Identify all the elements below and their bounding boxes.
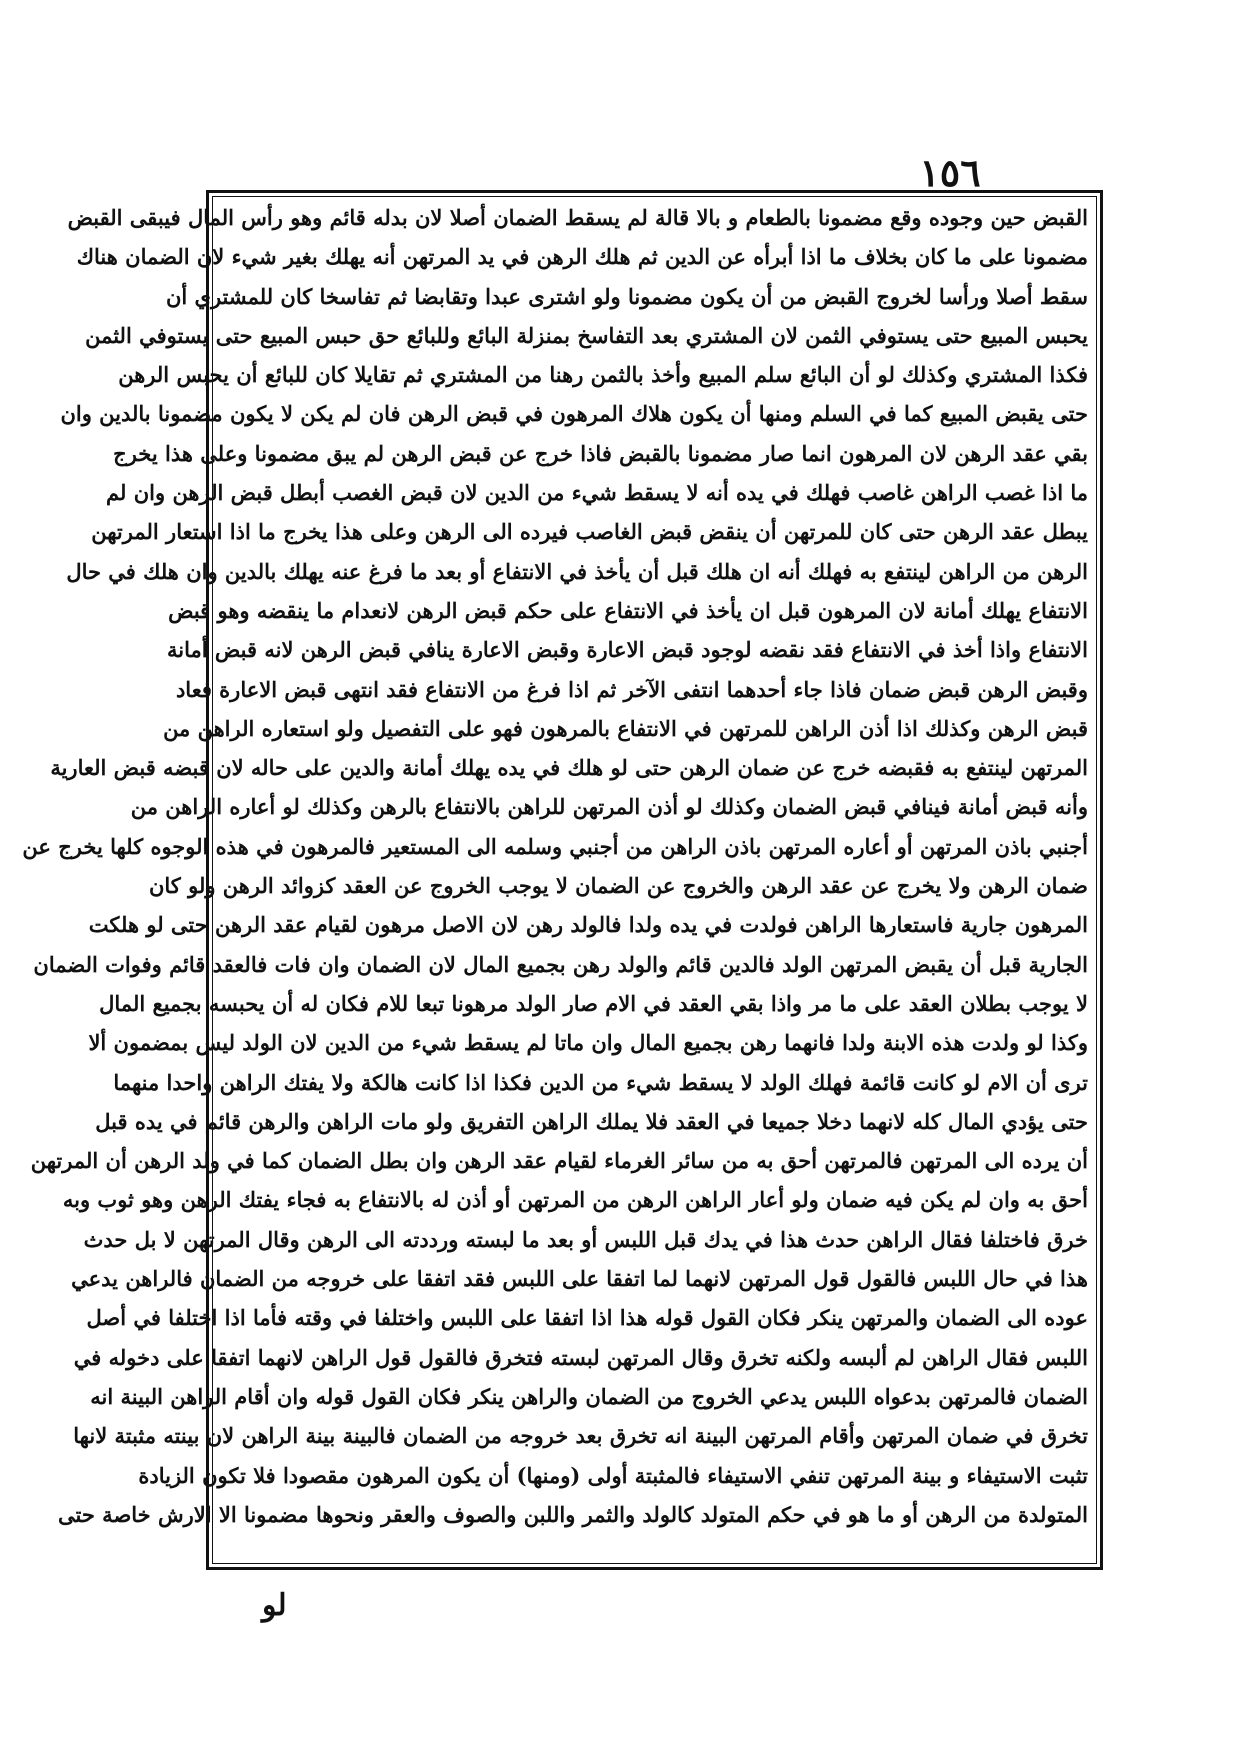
text-line: تخرق في ضمان المرتهن وأقام المرتهن البينة انه تخرق بعد خروجه من الضمان فالبينة بينة الراهن لان بينته مثبتة لانها	[73, 1423, 1088, 1449]
text-line: أن يرده الى المرتهن فالمرتهن أحق به من سائر الغرماء لقيام عقد الرهن وان بطل الضمان كما في ولد الرهن أن المرتهن	[30, 1148, 1088, 1174]
text-line: حتى يؤدي المال كله لانهما دخلا جميعا في العقد فلا يملك الراهن التفريق ولو مات الراهن والرهن قائم في يده قبل	[95, 1108, 1088, 1134]
catchword: لو	[262, 1588, 287, 1623]
text-line: لا يوجب بطلان العقد على ما مر واذا بقي العقد في الام صار الولد مرهونا تبعا للام فكان له أن يحبسه بجميع المال	[99, 990, 1088, 1016]
text-line: الانتفاع واذا أخذ في الانتفاع فقد نقضه لوجود قبض الاعارة وقبض الاعارة ينافي قبض الرهن لانه قبض أمانة	[167, 637, 1088, 663]
text-line: ما اذا غصب الراهن غاصب فهلك في يده أنه لا يسقط شيء من الدين لان قبض الغصب أبطل قبض الرهن وان لم	[106, 480, 1088, 506]
text-line: الجارية قبل أن يقبض المرتهن الولد فالدين قائم والولد رهن بجميع المال لان الضمان وان فات فالعقد قائم وفوات الضمان	[33, 951, 1088, 977]
text-line: مضمونا على ما كان بخلاف ما اذا أبرأه عن الدين ثم هلك الرهن في يد المرتهن أنه يهلك بغير شيء لان الضمان هناك	[76, 244, 1088, 270]
text-line: حتى يقبض المبيع كما في السلم ومنها أن يكون هلاك المرهون في قبض الرهن فان لم يكن لا يكون مضمونا بالدين وان	[60, 401, 1088, 427]
text-line: أجنبي باذن المرتهن أو أعاره المرتهن باذن الراهن من أجنبي وسلمه الى المستعير فالمرهون في هذه الوجوه كلها يخرج عن	[22, 833, 1088, 859]
text-line: ترى أن الام لو كانت قائمة فهلك الولد لا يسقط شيء من الدين فكذا اذا كانت هالكة ولا يفتك الراهن واحدا منهما	[113, 1069, 1088, 1095]
text-line: يحبس المبيع حتى يستوفي الثمن لان المشتري بعد التفاسخ بمنزلة البائع وللبائع حق حبس المبيع حتى يستوفي الثمن	[85, 322, 1088, 348]
text-line: تثبت الاستيفاء و بينة المرتهن تنفي الاستيفاء فالمثبتة أولى (ومنها) أن يكون المرهون مقصودا فلا تكون الزيادة	[138, 1462, 1088, 1488]
text-line: هذا في حال اللبس فالقول قول المرتهن لانهما لما اتفقا على اللبس فقد اتفقا على خروجه من الضمان فالراهن يدعي	[71, 1266, 1088, 1292]
text-line: ضمان الرهن ولا يخرج عن عقد الرهن والخروج عن الضمان لا يوجب الخروج عن العقد كزوائد الرهن ولو كان	[148, 873, 1088, 899]
text-line: المتولدة من الرهن أو ما هو في حكم المتولد كالولد والثمر واللبن والصوف والعقر ونحوها مضمونا الا الارش خاصة حتى	[58, 1501, 1088, 1527]
text-line: الضمان فالمرتهن بدعواه اللبس يدعي الخروج من الضمان والراهن ينكر فكان القول قوله وان أقام الراهن البينة انه	[90, 1383, 1088, 1409]
text-body	[22, 198, 1088, 1558]
text-line: وقبض الرهن قبض ضمان فاذا جاء أحدهما انتفى الآخر ثم اذا فرغ من الانتفاع فقد انتهى قبض الاعارة فعاد	[175, 676, 1088, 702]
text-line: فكذا المشتري وكذلك لو أن البائع سلم المبيع وأخذ بالثمن رهنا من المشتري ثم تقايلا كان للبائع أن يحبس الرهن	[118, 362, 1088, 388]
text-line: أحق به وان لم يكن فيه ضمان ولو أعار الراهن الرهن من المرتهن أو أذن له بالانتفاع به فجاء يفتك الرهن وهو ثوب وبه	[62, 1187, 1088, 1213]
text-line: وأنه قبض أمانة فينافي قبض الضمان وكذلك لو أذن المرتهن للراهن بالانتفاع بالرهن وكذلك لو أعاره الراهن من	[130, 794, 1088, 820]
text-line: قبض الرهن وكذلك اذا أذن الراهن للمرتهن في الانتفاع بالمرهون فهو على التفصيل ولو استعاره الراهن من	[163, 715, 1088, 741]
text-line: عوده الى الضمان والمرتهن ينكر فكان القول قوله هذا اذا اتفقا على اللبس واختلفا في وقته فأما اذا اختلفا في أصل	[86, 1305, 1088, 1331]
text-line: المرهون جارية فاستعارها الراهن فولدت في يده ولدا فالولد رهن لان الاصل مرهون لقيام عقد الرهن حتى لو هلكت	[88, 912, 1088, 938]
text-line: الانتفاع يهلك أمانة لان المرهون قبل ان يأخذ في الانتفاع على حكم قبض الرهن لانعدام ما ينقضه وهو قبض	[168, 597, 1088, 623]
text-line: بقي عقد الرهن لان المرهون انما صار مضمونا بالقبض فاذا خرج عن قبض الرهن لم يبق مضمونا وعلى هذا يخرج	[113, 440, 1088, 466]
text-line: الرهن من الراهن لينتفع به فهلك أنه ان هلك قبل أن يأخذ في الانتفاع أو بعد ما فرغ عنه يهلك بالدين وان هلك في حال	[66, 558, 1088, 584]
text-line: يبطل عقد الرهن حتى كان للمرتهن أن ينقض قبض الغاصب فيرده الى الرهن وعلى هذا يخرج ما اذا استعار المرتهن	[91, 519, 1088, 545]
text-line: اللبس فقال الراهن لم ألبسه ولكنه تخرق وقال المرتهن لبسته فتخرق فالقول قول الراهن لانهما اتفقا على دخوله في	[73, 1344, 1088, 1370]
text-line: المرتهن لينتفع به فقبضه خرج عن ضمان الرهن حتى لو هلك في يده يهلك أمانة والدين على حاله لان قبضه قبض العارية	[50, 755, 1088, 781]
text-line: القبض حين وجوده وقع مضمونا بالطعام و بالا قالة لم يسقط الضمان أصلا لان بدله قائم وهو رأس المال فيبقى القبض	[67, 205, 1088, 230]
page-number: ١٥٦	[919, 150, 981, 195]
text-line: وكذا لو ولدت هذه الابنة ولدا فانهما رهن بجميع المال وان ماتا لم يسقط شيء من الدين لان الولد ليس بمضمون ألا	[88, 1030, 1088, 1056]
text-line: خرق فاختلفا فقال الراهن حدث هذا في يدك قبل اللبس أو بعد ما لبسته ورددته الى الرهن وقال المرتهن لا بل حدث	[83, 1226, 1088, 1252]
text-line: سقط أصلا ورأسا لخروج القبض من أن يكون مضمونا ولو اشترى عبدا وتقابضا ثم تفاسخا كان للمشتري أن	[165, 283, 1088, 309]
